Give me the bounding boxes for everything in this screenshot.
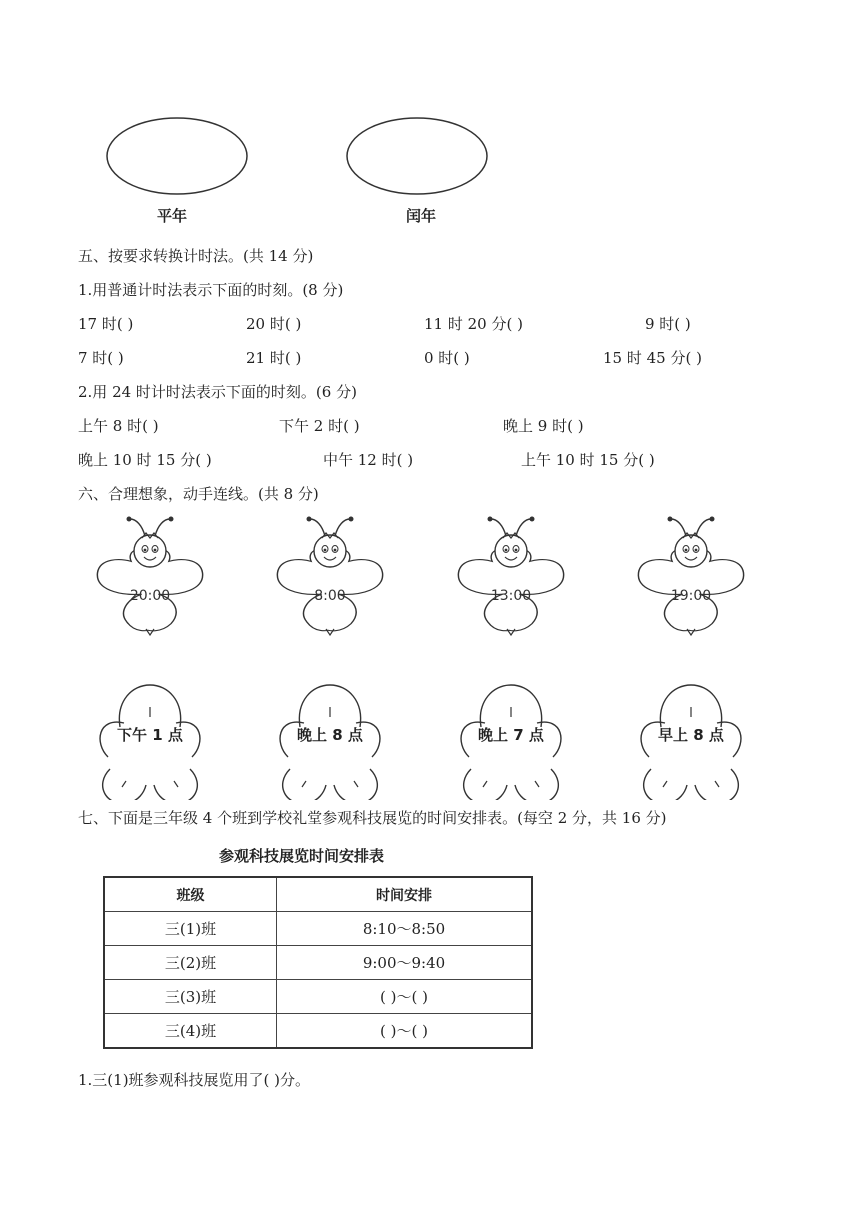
flower-time-4: 早上 8 点: [658, 726, 724, 744]
bee-time-1: 20:00: [129, 588, 171, 604]
common-year-oval[interactable]: [107, 118, 247, 194]
q2-item[interactable]: 晚上 10 时 15 分( ): [78, 451, 212, 469]
table-title: 参观科技展览时间安排表: [219, 847, 385, 865]
q1-item[interactable]: 15 时 45 分( ): [603, 349, 702, 367]
table-row: [104, 980, 532, 1014]
flower-time-3: 晚上 7 点: [478, 726, 544, 744]
row-class: 三(2)班: [104, 946, 277, 980]
bee-3[interactable]: [458, 517, 563, 636]
q2-item[interactable]: 上午 10 时 15 分( ): [521, 451, 655, 469]
bee-time-4: 19:00: [670, 588, 712, 604]
section7-heading: 七、下面是三年级 4 个班到学校礼堂参观科技展览的时间安排表。(每空 2 分，共 16 分): [78, 809, 667, 827]
table-header-row: [104, 877, 532, 912]
q1-item[interactable]: 9 时( ): [645, 315, 691, 333]
q1-item[interactable]: 7 时( ): [78, 349, 124, 367]
bee-time-2: 8:00: [314, 588, 346, 604]
table-row: [104, 946, 532, 980]
q1-item[interactable]: 21 时( ): [246, 349, 302, 367]
q1-item[interactable]: 11 时 20 分( ): [424, 315, 523, 333]
common-year-label: 平年: [157, 207, 188, 225]
row-time: 9:00～9:40: [277, 946, 533, 980]
bee-2[interactable]: [277, 517, 382, 636]
row-class: 三(3)班: [104, 980, 277, 1014]
row-class: 三(1)班: [104, 912, 277, 946]
q2-item[interactable]: 中午 12 时( ): [323, 451, 414, 469]
matching-figures: [0, 515, 860, 800]
row-class: 三(4)班: [104, 1014, 277, 1049]
table-row: [104, 912, 532, 946]
row-time: 8:10～8:50: [277, 912, 533, 946]
row-time-blank[interactable]: ( )～( ): [277, 1014, 533, 1049]
header-time: 时间安排: [277, 877, 533, 912]
section5-q1-title: 1.用普通计时法表示下面的时刻。(8 分): [78, 281, 344, 299]
table-row: [104, 1014, 532, 1049]
flower-time-2: 晚上 8 点: [297, 726, 363, 744]
bee-1[interactable]: [97, 517, 202, 636]
header-class: 班级: [104, 877, 277, 912]
q2-item[interactable]: 下午 2 时( ): [279, 417, 360, 435]
section5-q2-title: 2.用 24 时计时法表示下面的时刻。(6 分): [78, 383, 357, 401]
section6-heading: 六、合理想象，动手连线。(共 8 分): [78, 485, 319, 503]
row-time-blank[interactable]: ( )～( ): [277, 980, 533, 1014]
section7-q1[interactable]: 1.三(1)班参观科技展览用了( )分。: [78, 1071, 311, 1089]
leap-year-oval[interactable]: [347, 118, 487, 194]
q2-item[interactable]: 晚上 9 时( ): [503, 417, 584, 435]
bee-time-3: 13:00: [490, 588, 532, 604]
q2-item[interactable]: 上午 8 时( ): [78, 417, 159, 435]
section5-heading: 五、按要求转换计时法。(共 14 分): [78, 247, 314, 265]
q1-item[interactable]: 20 时( ): [246, 315, 302, 333]
leap-year-label: 闰年: [406, 207, 437, 225]
schedule-table: [103, 876, 533, 1049]
bee-4[interactable]: [638, 517, 743, 636]
q1-item[interactable]: 17 时( ): [78, 315, 134, 333]
q1-item[interactable]: 0 时( ): [424, 349, 470, 367]
flower-time-1: 下午 1 点: [117, 726, 183, 744]
